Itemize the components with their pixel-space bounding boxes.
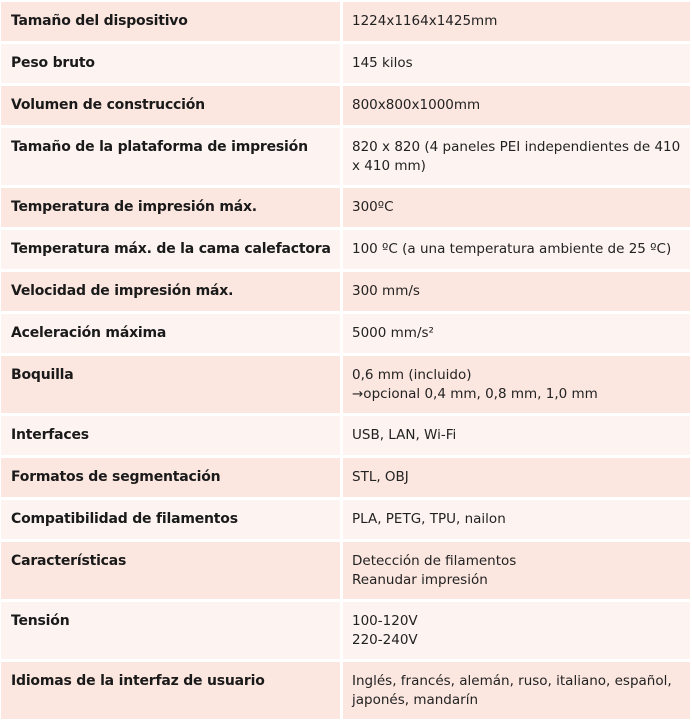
spec-value <box>343 44 690 83</box>
table-row <box>1 314 690 353</box>
spec-value <box>343 416 690 455</box>
spec-label: Tamaño del dispositivo <box>1 2 343 41</box>
spec-table <box>1 0 690 722</box>
spec-value-line: Detección de filamentos <box>352 553 517 569</box>
spec-value-line: Reanudar impresión <box>352 572 488 588</box>
table-row <box>1 662 690 719</box>
spec-value-line: PLA, PETG, TPU, nailon <box>352 511 506 527</box>
table-row <box>1 2 690 41</box>
spec-label: Boquilla <box>1 356 343 413</box>
spec-value <box>343 542 690 599</box>
spec-value <box>343 230 690 269</box>
spec-value <box>343 662 690 719</box>
spec-label: Interfaces <box>1 416 343 455</box>
table-row <box>1 128 690 185</box>
spec-value <box>343 314 690 353</box>
table-row <box>1 458 690 497</box>
spec-value-line: 100-120V <box>352 613 418 629</box>
spec-value-line: 5000 mm/s² <box>352 325 434 341</box>
table-row <box>1 230 690 269</box>
spec-value-line: STL, OBJ <box>352 469 409 485</box>
spec-value <box>343 356 690 413</box>
table-row <box>1 542 690 599</box>
spec-label: Formatos de segmentación <box>1 458 343 497</box>
spec-value <box>343 500 690 539</box>
spec-value-line: 220-240V <box>352 632 418 648</box>
spec-value-line: 100 ºC (a una temperatura ambiente de 25 ºC) <box>352 241 672 257</box>
spec-label: Temperatura de impresión máx. <box>1 188 343 227</box>
table-row <box>1 272 690 311</box>
spec-label: Volumen de construcción <box>1 86 343 125</box>
spec-value-line: 820 x 820 (4 paneles PEI independientes de 410 x 410 mm) <box>352 139 681 174</box>
spec-value <box>343 458 690 497</box>
spec-value-line: Inglés, francés, alemán, ruso, italiano, español, japonés, mandarín <box>352 673 672 708</box>
spec-value <box>343 272 690 311</box>
spec-label: Compatibilidad de filamentos <box>1 500 343 539</box>
spec-table-body <box>1 2 690 719</box>
spec-value <box>343 2 690 41</box>
spec-value-line: 300ºC <box>352 199 394 215</box>
spec-value <box>343 128 690 185</box>
spec-value <box>343 86 690 125</box>
spec-value-line: 145 kilos <box>352 55 413 71</box>
spec-value-line: →opcional 0,4 mm, 0,8 mm, 1,0 mm <box>352 386 598 402</box>
table-row <box>1 188 690 227</box>
spec-value-line: 1224x1164x1425mm <box>352 13 498 29</box>
spec-value-line: 800x800x1000mm <box>352 97 481 113</box>
table-row <box>1 602 690 659</box>
table-row <box>1 500 690 539</box>
spec-value <box>343 602 690 659</box>
spec-value-line: USB, LAN, Wi-Fi <box>352 427 457 443</box>
spec-label: Peso bruto <box>1 44 343 83</box>
spec-label: Características <box>1 542 343 599</box>
spec-label: Aceleración máxima <box>1 314 343 353</box>
table-row <box>1 44 690 83</box>
table-row <box>1 416 690 455</box>
spec-value-line: 0,6 mm (incluido) <box>352 367 472 383</box>
spec-label: Temperatura máx. de la cama calefactora <box>1 230 343 269</box>
spec-value-line: 300 mm/s <box>352 283 420 299</box>
spec-label: Tamaño de la plataforma de impresión <box>1 128 343 185</box>
spec-label: Velocidad de impresión máx. <box>1 272 343 311</box>
spec-label: Idiomas de la interfaz de usuario <box>1 662 343 719</box>
table-row <box>1 356 690 413</box>
spec-value <box>343 188 690 227</box>
table-row <box>1 86 690 125</box>
spec-label: Tensión <box>1 602 343 659</box>
